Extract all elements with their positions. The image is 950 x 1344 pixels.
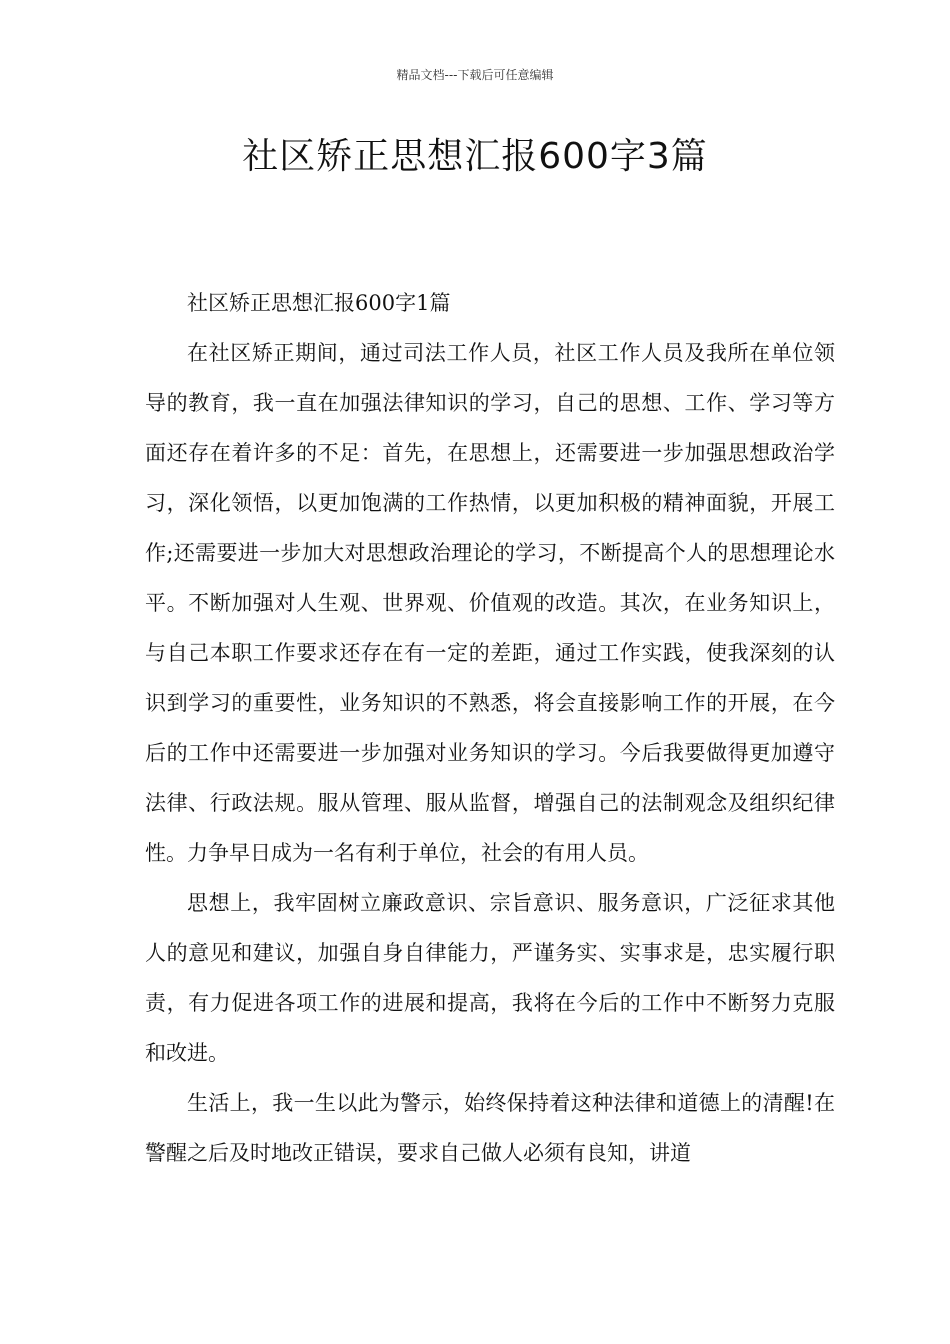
document-body bbox=[145, 278, 835, 1178]
paragraph-1: 在社区矫正期间，通过司法工作人员，社区工作人员及我所在单位领导的教育，我一直在加强法律知识的学习，自己的思想、工作、学习等方面还存在着许多的不足：首先，在思想上，还需要进一步加强思想政治学习，深化领悟，以更加饱满的工作热情，以更加积极的精神面貌，开展工作;还需要进一步加大对思想政治理论的学习，不断提高个人的思想理论水平。不断加强对人生观、世界观、价值观的改造。其次，在业务知识上，与自己本职工作要求还存在有一定的差距，通过工作实践，使我深刻的认识到学习的重要性，业务知识的不熟悉，将会直接影响工作的开展，在今后的工作中还需要进一步加强对业务知识的学习。今后我要做得更加遵守法律、行政法规。服从管理、服从监督，增强自己的法制观念及组织纪律性。力争早日成为一名有利于单位，社会的有用人员。 bbox=[145, 341, 835, 865]
document-title: 社区矫正思想汇报600字3篇 bbox=[242, 136, 708, 177]
paragraph-3: 生活上，我一生以此为警示，始终保持着这种法律和道德上的清醒!在警醒之后及时地改正错误，要求自己做人必须有良知，讲道 bbox=[145, 1091, 835, 1165]
paragraph-2: 思想上，我牢固树立廉政意识、宗旨意识、服务意识，广泛征求其他人的意见和建议，加强自身自律能力，严谨务实、实事求是，忠实履行职责，有力促进各项工作的进展和提高，我将在今后的工作中不断努力克服和改进。 bbox=[145, 891, 835, 1065]
header-note: 精品文档---下载后可任意编辑 bbox=[396, 68, 554, 82]
section-heading: 社区矫正思想汇报600字1篇 bbox=[187, 291, 451, 315]
